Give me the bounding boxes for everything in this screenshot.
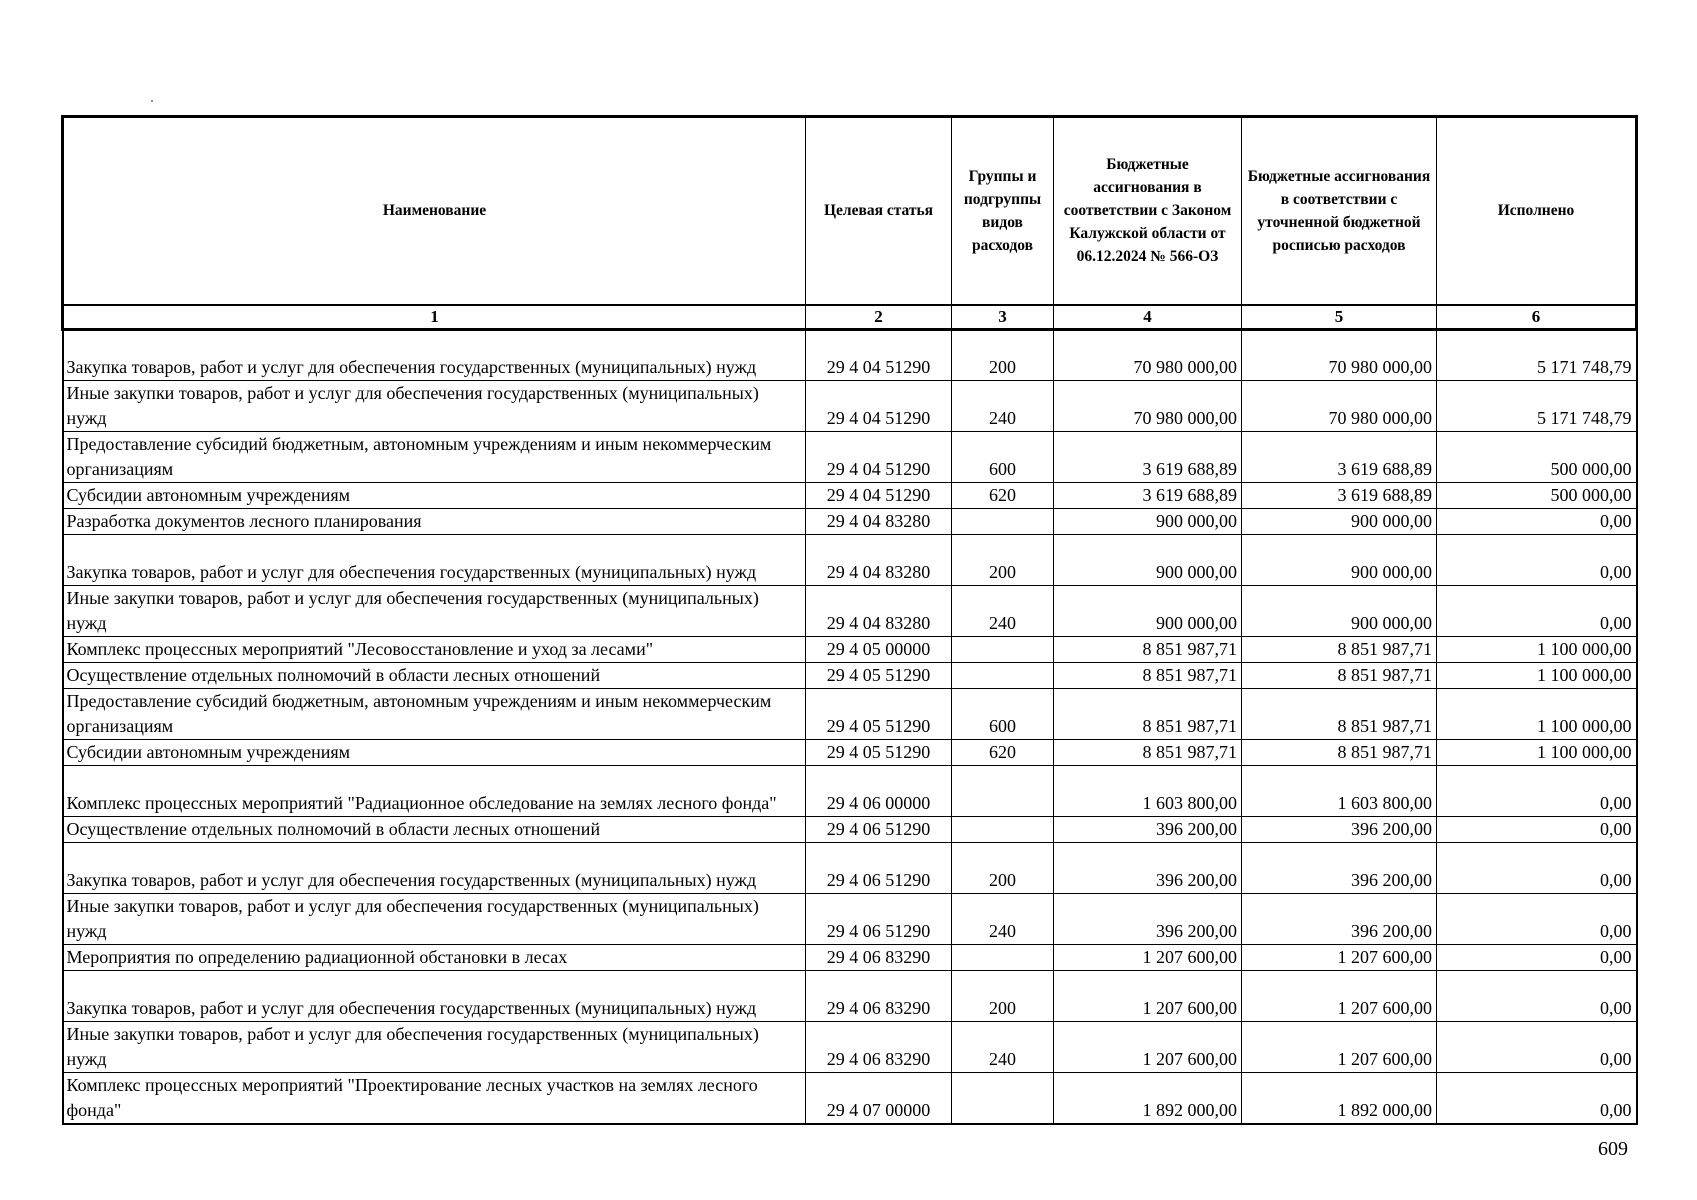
row-name: Субсидии автономным учреждениям [63, 739, 806, 765]
row-law-allocation: 1 207 600,00 [1054, 944, 1242, 970]
table-row [63, 431, 1637, 482]
row-name: Мероприятия по определению радиационной обстановки в лесах [63, 944, 806, 970]
row-executed: 0,00 [1437, 816, 1637, 842]
row-executed: 1 100 000,00 [1437, 739, 1637, 765]
row-law-allocation: 8 851 987,71 [1054, 739, 1242, 765]
row-name: Закупка товаров, работ и услуг для обеспечения государственных (муниципальных) нужд [63, 329, 806, 380]
header-refined-allocations: Бюджетные ассигнования в соответствии с уточненной бюджетной росписью расходов [1242, 117, 1437, 305]
row-expense-group: 200 [952, 329, 1054, 380]
row-name: Иные закупки товаров, работ и услуг для обеспечения государственных (муниципальных) нужд [63, 1021, 806, 1072]
column-number: 4 [1054, 305, 1242, 330]
row-refined-allocation: 8 851 987,71 [1242, 739, 1437, 765]
row-executed: 1 100 000,00 [1437, 688, 1637, 739]
row-expense-group [952, 765, 1054, 816]
row-executed: 0,00 [1437, 970, 1637, 1021]
row-refined-allocation: 1 207 600,00 [1242, 944, 1437, 970]
row-target-article: 29 4 06 00000 [806, 765, 952, 816]
row-executed: 0,00 [1437, 585, 1637, 636]
table-row [63, 1072, 1637, 1124]
row-refined-allocation: 3 619 688,89 [1242, 431, 1437, 482]
row-target-article: 29 4 06 51290 [806, 842, 952, 893]
row-target-article: 29 4 05 51290 [806, 662, 952, 688]
row-target-article: 29 4 04 51290 [806, 431, 952, 482]
header-name: Наименование [63, 117, 806, 305]
row-target-article: 29 4 04 51290 [806, 380, 952, 431]
row-refined-allocation: 900 000,00 [1242, 585, 1437, 636]
row-executed: 0,00 [1437, 842, 1637, 893]
table-row [63, 482, 1637, 508]
row-executed: 500 000,00 [1437, 431, 1637, 482]
column-number: 5 [1242, 305, 1437, 330]
row-refined-allocation: 70 980 000,00 [1242, 380, 1437, 431]
row-law-allocation: 70 980 000,00 [1054, 329, 1242, 380]
row-law-allocation: 8 851 987,71 [1054, 688, 1242, 739]
row-refined-allocation: 1 207 600,00 [1242, 1021, 1437, 1072]
row-law-allocation: 3 619 688,89 [1054, 482, 1242, 508]
row-expense-group: 620 [952, 739, 1054, 765]
row-name: Разработка документов лесного планирования [63, 508, 806, 534]
row-expense-group: 240 [952, 1021, 1054, 1072]
row-law-allocation: 70 980 000,00 [1054, 380, 1242, 431]
table-body [63, 329, 1637, 1124]
row-name: Комплекс процессных мероприятий "Радиационное обследование на землях лесного фонда" [63, 765, 806, 816]
row-target-article: 29 4 06 83290 [806, 970, 952, 1021]
row-target-article: 29 4 06 83290 [806, 1021, 952, 1072]
budget-table [61, 115, 1638, 1125]
row-name: Предоставление субсидий бюджетным, автономным учреждениям и иным некоммерческим организациям [63, 431, 806, 482]
row-refined-allocation: 900 000,00 [1242, 508, 1437, 534]
row-expense-group [952, 944, 1054, 970]
row-name: Комплекс процессных мероприятий "Проектирование лесных участков на землях лесного фонда" [63, 1072, 806, 1124]
header-target-article: Целевая статья [806, 117, 952, 305]
row-name: Комплекс процессных мероприятий "Лесовосстановление и уход за лесами" [63, 636, 806, 662]
table-row [63, 1021, 1637, 1072]
table-row [63, 765, 1637, 816]
row-law-allocation: 396 200,00 [1054, 816, 1242, 842]
row-name: Иные закупки товаров, работ и услуг для обеспечения государственных (муниципальных) нужд [63, 893, 806, 944]
row-refined-allocation: 1 207 600,00 [1242, 970, 1437, 1021]
row-name: Иные закупки товаров, работ и услуг для обеспечения государственных (муниципальных) нужд [63, 585, 806, 636]
row-refined-allocation: 8 851 987,71 [1242, 688, 1437, 739]
column-number: 2 [806, 305, 952, 330]
row-expense-group: 240 [952, 893, 1054, 944]
row-expense-group: 600 [952, 688, 1054, 739]
row-law-allocation: 1 207 600,00 [1054, 1021, 1242, 1072]
row-law-allocation: 8 851 987,71 [1054, 636, 1242, 662]
header-row [63, 117, 1637, 305]
row-executed: 0,00 [1437, 1072, 1637, 1124]
row-law-allocation: 8 851 987,71 [1054, 662, 1242, 688]
row-refined-allocation: 1 892 000,00 [1242, 1072, 1437, 1124]
row-expense-group: 240 [952, 380, 1054, 431]
row-executed: 5 171 748,79 [1437, 380, 1637, 431]
table-row [63, 739, 1637, 765]
row-executed: 0,00 [1437, 508, 1637, 534]
row-refined-allocation: 1 603 800,00 [1242, 765, 1437, 816]
row-target-article: 29 4 04 83280 [806, 585, 952, 636]
table-row [63, 534, 1637, 585]
row-executed: 0,00 [1437, 944, 1637, 970]
row-expense-group: 620 [952, 482, 1054, 508]
row-target-article: 29 4 07 00000 [806, 1072, 952, 1124]
row-law-allocation: 900 000,00 [1054, 534, 1242, 585]
row-expense-group: 200 [952, 970, 1054, 1021]
row-refined-allocation: 396 200,00 [1242, 842, 1437, 893]
row-name: Иные закупки товаров, работ и услуг для обеспечения государственных (муниципальных) нужд [63, 380, 806, 431]
table-row [63, 970, 1637, 1021]
row-name: Осуществление отдельных полномочий в области лесных отношений [63, 816, 806, 842]
row-law-allocation: 1 892 000,00 [1054, 1072, 1242, 1124]
row-target-article: 29 4 06 51290 [806, 816, 952, 842]
header-law-allocations: Бюджетные ассигнования в соответствии с Законом Калужской области от 06.12.2024 № 566-ОЗ [1054, 117, 1242, 305]
row-law-allocation: 1 603 800,00 [1054, 765, 1242, 816]
row-law-allocation: 396 200,00 [1054, 842, 1242, 893]
column-number-row [63, 305, 1637, 330]
row-executed: 0,00 [1437, 893, 1637, 944]
row-executed: 0,00 [1437, 534, 1637, 585]
row-refined-allocation: 900 000,00 [1242, 534, 1437, 585]
row-expense-group [952, 816, 1054, 842]
page-number: 609 [1598, 1138, 1628, 1160]
table-row [63, 585, 1637, 636]
row-expense-group: 200 [952, 842, 1054, 893]
row-name: Закупка товаров, работ и услуг для обеспечения государственных (муниципальных) нужд [63, 534, 806, 585]
row-expense-group [952, 1072, 1054, 1124]
row-executed: 1 100 000,00 [1437, 662, 1637, 688]
row-refined-allocation: 396 200,00 [1242, 893, 1437, 944]
row-law-allocation: 900 000,00 [1054, 585, 1242, 636]
row-target-article: 29 4 04 83280 [806, 508, 952, 534]
header-executed: Исполнено [1437, 117, 1637, 305]
row-expense-group: 600 [952, 431, 1054, 482]
row-expense-group: 200 [952, 534, 1054, 585]
table-row [63, 662, 1637, 688]
column-number: 1 [63, 305, 806, 330]
row-target-article: 29 4 06 51290 [806, 893, 952, 944]
row-target-article: 29 4 05 51290 [806, 739, 952, 765]
row-executed: 5 171 748,79 [1437, 329, 1637, 380]
row-name: Осуществление отдельных полномочий в области лесных отношений [63, 662, 806, 688]
row-refined-allocation: 70 980 000,00 [1242, 329, 1437, 380]
row-refined-allocation: 8 851 987,71 [1242, 636, 1437, 662]
row-law-allocation: 3 619 688,89 [1054, 431, 1242, 482]
scan-artifact [151, 100, 153, 102]
row-executed: 1 100 000,00 [1437, 636, 1637, 662]
table-row [63, 816, 1637, 842]
row-target-article: 29 4 05 00000 [806, 636, 952, 662]
table-row [63, 944, 1637, 970]
row-target-article: 29 4 04 51290 [806, 482, 952, 508]
column-number: 6 [1437, 305, 1637, 330]
row-law-allocation: 396 200,00 [1054, 893, 1242, 944]
table-row [63, 508, 1637, 534]
header-expense-groups: Группы и подгруппы видов расходов [952, 117, 1054, 305]
table-row [63, 688, 1637, 739]
row-expense-group [952, 636, 1054, 662]
row-name: Закупка товаров, работ и услуг для обеспечения государственных (муниципальных) нужд [63, 842, 806, 893]
column-number: 3 [952, 305, 1054, 330]
row-refined-allocation: 396 200,00 [1242, 816, 1437, 842]
table-row [63, 329, 1637, 380]
row-refined-allocation: 8 851 987,71 [1242, 662, 1437, 688]
row-law-allocation: 900 000,00 [1054, 508, 1242, 534]
row-target-article: 29 4 04 51290 [806, 329, 952, 380]
row-target-article: 29 4 04 83280 [806, 534, 952, 585]
row-law-allocation: 1 207 600,00 [1054, 970, 1242, 1021]
row-target-article: 29 4 05 51290 [806, 688, 952, 739]
row-expense-group: 240 [952, 585, 1054, 636]
row-name: Субсидии автономным учреждениям [63, 482, 806, 508]
row-name: Предоставление субсидий бюджетным, автономным учреждениям и иным некоммерческим организациям [63, 688, 806, 739]
table-row [63, 893, 1637, 944]
row-executed: 0,00 [1437, 765, 1637, 816]
row-name: Закупка товаров, работ и услуг для обеспечения государственных (муниципальных) нужд [63, 970, 806, 1021]
row-executed: 0,00 [1437, 1021, 1637, 1072]
table-row [63, 380, 1637, 431]
row-refined-allocation: 3 619 688,89 [1242, 482, 1437, 508]
row-expense-group [952, 508, 1054, 534]
table-row [63, 842, 1637, 893]
table-row [63, 636, 1637, 662]
row-target-article: 29 4 06 83290 [806, 944, 952, 970]
row-executed: 500 000,00 [1437, 482, 1637, 508]
row-expense-group [952, 662, 1054, 688]
